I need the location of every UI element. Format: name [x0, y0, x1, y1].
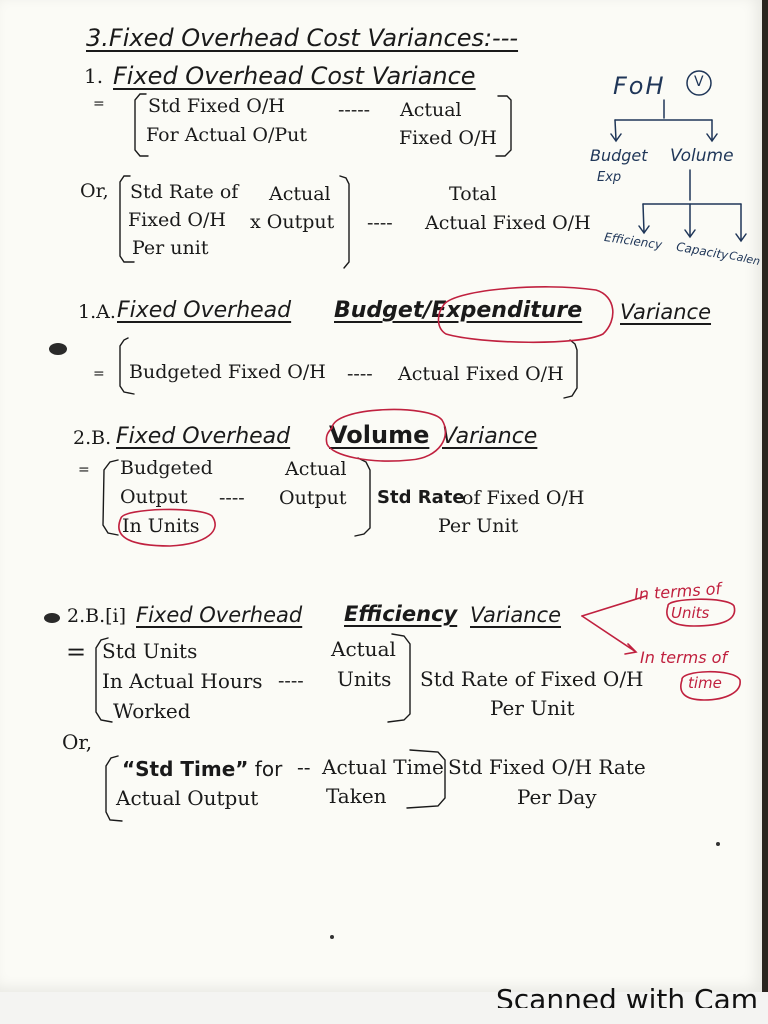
s2b-title-a: Fixed Overhead: [116, 424, 291, 449]
s1-number: 1.: [84, 64, 104, 88]
note-v: V: [694, 74, 704, 90]
s1-actual-line1: Actual: [400, 99, 462, 121]
s1-total-line1: Total: [449, 183, 497, 205]
s1-dashes: -----: [338, 99, 371, 121]
s2bi-actual-time: Actual Time: [322, 755, 444, 779]
s2b-budgeted: Budgeted: [120, 457, 213, 479]
note-budget: Budget: [590, 146, 648, 165]
note-terms-time-2: time: [688, 674, 722, 692]
scanner-watermark: Scanned with Cam: [496, 986, 759, 1008]
note-terms-unit-1: In terms of: [633, 578, 722, 605]
note-terms-unit-2: Units: [671, 604, 710, 622]
s1-actual-line2: Fixed O/H: [399, 127, 497, 149]
s2bi-std-time: “Std Time” for: [122, 757, 283, 781]
s1-equals: =: [93, 96, 105, 112]
s1-total-line2: Actual Fixed O/H: [425, 212, 591, 234]
s2bi-equals: =: [66, 638, 87, 666]
s2b-equals: =: [78, 462, 90, 478]
s2bi-actual: Actual: [331, 637, 396, 661]
s1-or: Or,: [80, 180, 109, 202]
s2b-rate-rest: of Fixed O/H: [462, 487, 585, 509]
note-exp: Exp: [597, 170, 622, 185]
note-capacity: Capacity: [675, 239, 730, 263]
s2bi-in-actual-hours: In Actual Hours: [102, 669, 263, 693]
s2b-actual-output: Output: [279, 487, 347, 509]
s2b-actual: Actual: [285, 458, 347, 480]
s2b-per-unit: Per Unit: [438, 515, 519, 537]
s2b-std-rate: Std Rate: [377, 487, 465, 508]
s2bi-actual-output: Actual Output: [116, 786, 259, 810]
s1a-number: 1.A.: [78, 301, 116, 323]
s2bi-std-rate: Std Rate of Fixed O/H: [420, 667, 644, 691]
note-efficiency: Efficiency: [603, 230, 663, 252]
s2bi-per-day: Per Day: [517, 785, 597, 809]
s2bi-title-c: Variance: [470, 603, 562, 627]
s2bi-title-a: Fixed Overhead: [136, 603, 303, 627]
s1a-dashes: ----: [347, 363, 373, 385]
s1-dashes2: ----: [367, 212, 393, 234]
s1a-budgeted: Budgeted Fixed O/H: [129, 361, 326, 383]
s2bi-dashes2: --: [297, 755, 311, 779]
s2b-in-units: In Units: [122, 515, 200, 537]
s1-title: Fixed Overhead Cost Variance: [113, 62, 476, 90]
note-volume: Volume: [670, 146, 734, 166]
main-heading: 3.Fixed Overhead Cost Variances:---: [86, 24, 519, 52]
note-foh: FoH: [613, 72, 666, 100]
s2bi-dashes: ----: [278, 670, 304, 692]
s2b-title-b: Volume: [329, 421, 430, 449]
s1-std-line2: For Actual O/Put: [146, 124, 308, 146]
s1-output-line2: x Output: [250, 211, 335, 233]
s2bi-units: Units: [337, 667, 392, 691]
s2b-number: 2.B.: [73, 427, 112, 449]
s1-rate-line1: Std Rate of: [130, 181, 239, 203]
s2bi-taken: Taken: [326, 784, 387, 808]
s1a-title-c: Variance: [620, 300, 712, 324]
s2b-dashes: ----: [219, 487, 245, 509]
s2bi-or: Or,: [62, 730, 93, 754]
s1a-equals: =: [93, 366, 105, 382]
s1-rate-line3: Per unit: [132, 237, 209, 259]
s2bi-per-unit: Per Unit: [490, 696, 575, 720]
s1-rate-line2: Fixed O/H: [128, 209, 226, 231]
s1-output-line1: Actual: [269, 183, 331, 205]
s2bi-number: 2.B.[i]: [67, 605, 127, 627]
s1a-title-b: Budget/Expenditure: [334, 298, 583, 323]
s2bi-title-b: Efficiency: [344, 602, 458, 626]
s1-std-line1: Std Fixed O/H: [148, 95, 285, 117]
s1a-actual: Actual Fixed O/H: [398, 363, 564, 385]
s2b-title-c: Variance: [442, 424, 538, 449]
s1a-title-a: Fixed Overhead: [117, 298, 292, 323]
s2bi-worked: Worked: [113, 699, 191, 723]
s2bi-std-units: Std Units: [102, 639, 198, 663]
note-terms-time-1: In terms of: [640, 648, 728, 667]
note-calendar: Calen: [727, 248, 762, 269]
s2bi-std-rate-day: Std Fixed O/H Rate: [448, 755, 646, 779]
s2b-output: Output: [120, 486, 188, 508]
